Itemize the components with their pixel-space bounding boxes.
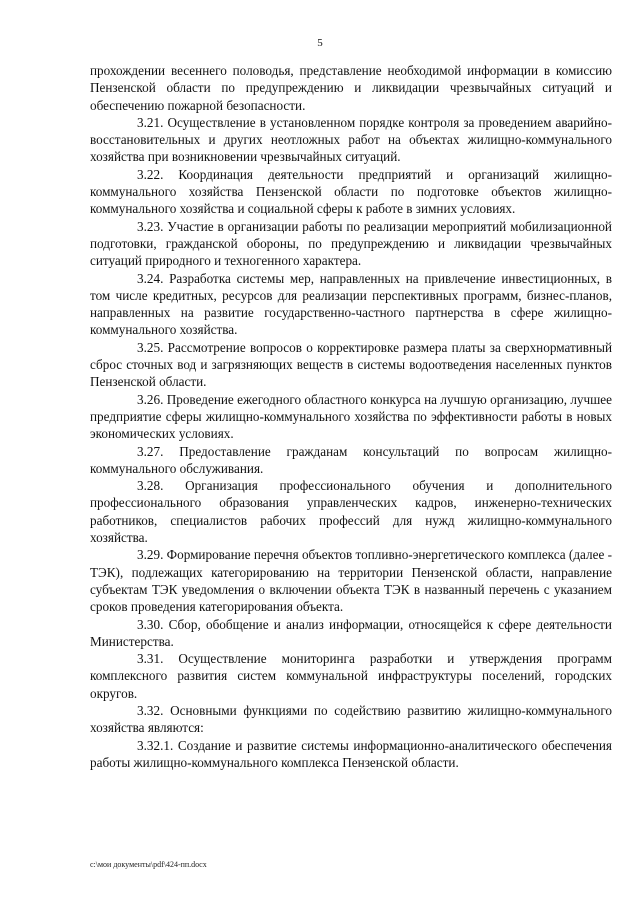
page-number: 5: [317, 37, 323, 49]
paragraph-3-24: 3.24. Разработка системы мер, направленных на привлечение инвестиционных, в том числе кредитных, ресурсов для реализации перспективных программ, бизнес-планов, направленных на развитие государственно-частного партнерства в сфере жилищно-коммунального хозяйства.: [90, 270, 612, 338]
paragraph-3-30: 3.30. Сбор, обобщение и анализ информации, относящейся к сфере деятельности Министерства.: [90, 616, 612, 649]
document-body: [90, 62, 612, 771]
paragraph-3-32: 3.32. Основными функциями по содействию развитию жилищно-коммунального хозяйства являются:: [90, 702, 612, 736]
paragraph-3-29: 3.29. Формирование перечня объектов топливно-энергетического комплекса (далее - ТЭК), подлежащих категорированию на территории Пензенской области, направление субъектам ТЭК уведомления о включении объекта ТЭК в названный перечень с указанием сроков проведения категорирования объекта.: [90, 547, 612, 615]
paragraph-3-23: 3.23. Участие в организации работы по реализации мероприятий мобилизационной подготовки, гражданской обороны, по предупреждению и ликвидации чрезвычайных ситуаций природного и техногенного характера.: [90, 218, 612, 269]
footer-file-path: c:\мои документы\pdf\424-пп.docx: [90, 860, 207, 869]
paragraph-3-26: 3.26. Проведение ежегодного областного конкурса на лучшую организацию, лучшее предприятие сферы жилищно-коммунального хозяйства по эффективности работы в новых экономических условиях.: [90, 391, 612, 442]
paragraph-3-22: 3.22. Координация деятельности предприятий и организаций жилищно-коммунального хозяйства Пензенской области по подготовке объектов жилищно-коммунального хозяйства и социальной сферы к работе в зимних условиях.: [90, 166, 612, 217]
paragraph-3-21: 3.21. Осуществление в установленном порядке контроля за проведением аварийно-восстановительных и других неотложных работ на объектах жилищно-коммунального хозяйства при возникновении чрезвычайных ситуаций.: [90, 114, 612, 165]
paragraph-3-28: 3.28. Организация профессионального обучения и дополнительного профессионального образования управленческих кадров, инженерно-технических работников, специалистов рабочих профессий для нужд жилищно-коммунального хозяйства.: [90, 478, 612, 546]
paragraph-3-25: 3.25. Рассмотрение вопросов о корректировке размера платы за сверхнормативный сброс сточных вод и загрязняющих веществ в системы водоотведения населенных пунктов Пензенской области.: [90, 339, 612, 390]
paragraph-3-27: 3.27. Предоставление гражданам консультаций по вопросам жилищно-коммунального обслуживания.: [90, 443, 612, 476]
paragraph-3-32-1: 3.32.1. Создание и развитие системы информационно-аналитического обеспечения работы жилищно-коммунального комплекса Пензенской области.: [90, 737, 612, 770]
paragraph-continuation: прохождении весеннего половодья, представление необходимой информации в комиссию Пензенской области по предупреждению и ликвидации чрезвычайных ситуаций и обеспечению пожарной безопасности.: [90, 63, 612, 113]
paragraph-3-31: 3.31. Осуществление мониторинга разработки и утверждения программ комплексного развития систем коммунальной инфраструктуры поселений, городских округов.: [90, 651, 612, 701]
